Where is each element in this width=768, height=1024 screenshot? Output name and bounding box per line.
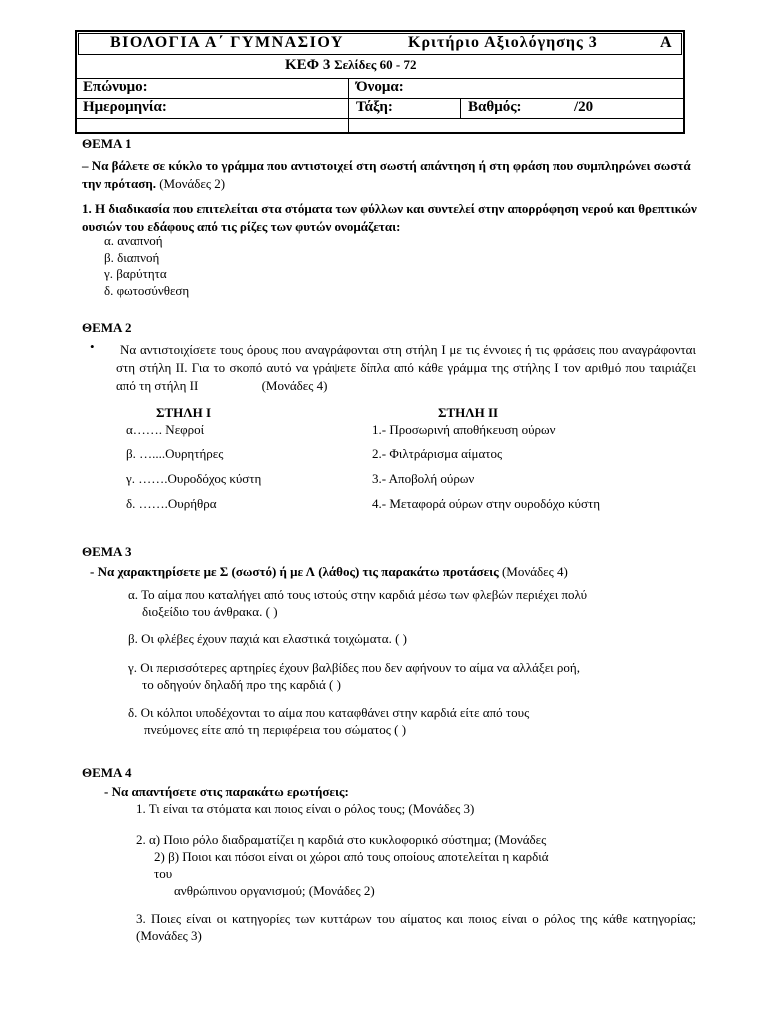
column-1-item: α……. Νεφροί — [126, 422, 205, 437]
option-a: α. αναπνοή — [104, 233, 163, 248]
theme4-question-3 — [136, 910, 696, 944]
theme3-instruction-text: - Να χαρακτηρίσετε με Σ (σωστό) ή με Λ (λάθος) τις παρακάτω προτάσεις — [90, 564, 499, 579]
statement-line: διοξείδιο του άνθρακα. ( ) — [142, 604, 278, 619]
surname-field-label: Επώνυμο: — [83, 79, 148, 95]
theme2-instruction-text: Να αντιστοιχίσετε τους όρους που αναγράφονται στη στήλη Ι με τις έννοιες ή τις φράσεις που αναγράφονται στη στήλη ΙΙ. Για το σκοπό αυτό να γράψετε δίπλα από κάθε γράμμα της στήλης Ι τον αριθμό που ταιριάζει από τη στήλη ΙΙ — [116, 342, 696, 393]
column-1-item: γ. …….Ουροδόχος κύστη — [126, 471, 262, 486]
theme1-instruction-marks: (Μονάδες 2) — [159, 176, 226, 191]
column-2-item: 3.- Αποβολή ούρων — [372, 471, 475, 486]
column-1-item: β. …....Ουρητήρες — [126, 446, 224, 461]
grade-field-label: Βαθμός: — [468, 99, 522, 115]
option-b: β. διαπνοή — [104, 249, 160, 265]
theme1-title: ΘΕΜΑ 1 — [82, 136, 132, 151]
chapter-line — [285, 57, 416, 74]
statement-d — [128, 704, 529, 738]
header-column-divider — [348, 78, 349, 134]
statement-b — [128, 631, 407, 647]
theme1-instruction-text: – Να βάλετε σε κύκλο το γράμμα που αντιστοιχεί στη σωστή απάντηση ή στη φράση που συμπληρώνει σωστά την πρόταση. — [82, 158, 691, 191]
option-c: γ. βαρύτητα — [104, 266, 167, 281]
question-line: ανθρώπινου οργανισμού; (Μονάδες 2) — [174, 883, 375, 898]
statement-line: β. Οι φλέβες έχουν παχιά και ελαστικά τοιχώματα. ( ) — [128, 631, 407, 646]
column-2-header: ΣΤΗΛΗ ΙΙ — [438, 405, 499, 420]
theme2-title: ΘΕΜΑ 2 — [82, 320, 132, 335]
theme2-instruction — [116, 341, 696, 395]
theme4-question-2 — [136, 831, 549, 899]
grade-max: /20 — [574, 99, 594, 115]
theme3-instruction — [90, 564, 568, 580]
statement-line: πνεύμονες είτε από τη περιφέρεια του σώματος ( ) — [144, 722, 407, 737]
test-title: Κριτήριο Αξιολόγησης 3 — [408, 34, 598, 51]
statement-a — [128, 586, 587, 620]
statement-line: το οδηγούν δηλαδή προ της καρδιά ( ) — [142, 677, 341, 692]
column-1-header: ΣΤΗΛΗ Ι — [156, 405, 212, 420]
subject-title: ΒΙΟΛΟΓΙΑ Α΄ ΓΥΜΝΑΣΙΟΥ — [110, 34, 344, 51]
theme3-instruction-marks: (Μονάδες 4) — [501, 564, 568, 579]
statement-line: δ. Οι κόλποι υποδέχονται το αίμα που καταφθάνει στην καρδιά είτε από τους — [128, 705, 530, 720]
column-2-item: 4.- Μεταφορά ούρων στην ουροδόχο κύστη — [372, 496, 601, 511]
name-field-label: Όνομα: — [356, 79, 404, 95]
question-3-text: 3. Ποιες είναι οι κατηγορίες των κυττάρων του αίματος και ποιος είναι ο ρόλος της κάθε κατηγορίας; (Μονάδες 3) — [136, 911, 696, 943]
question-line: του — [154, 866, 173, 881]
theme4-title: ΘΕΜΑ 4 — [82, 765, 132, 780]
theme3-title: ΘΕΜΑ 3 — [82, 544, 132, 559]
theme1-instruction — [82, 157, 702, 193]
theme2-bullet: • — [90, 339, 95, 354]
column-1-item: δ. …….Ουρήθρα — [126, 496, 217, 511]
theme1-options — [104, 233, 189, 299]
question-line: 2. α) Ποιο ρόλο διαδραματίζει η καρδιά στο κυκλοφορικό σύστημα; (Μονάδες — [136, 832, 547, 847]
statement-c — [128, 659, 580, 693]
pages-label: Σελίδες 60 - 72 — [334, 57, 417, 72]
statement-line: α. Το αίμα που καταλήγει από τους ιστούς στην καρδιά μέσω των φλεβών περιέχει πολύ — [128, 587, 588, 602]
theme4-question-1: 1. Τι είναι τα στόματα και ποιος είναι ο ρόλος τους; (Μονάδες 3) — [136, 801, 475, 816]
statement-line: γ. Οι περισσότερες αρτηρίες έχουν βαλβίδες που δεν αφήνουν το αίμα να αλλάξει ροή, — [128, 660, 580, 675]
column-2-item: 2.- Φιλτράρισμα αίματος — [372, 446, 503, 461]
theme4-instruction: - Να απαντήσετε στις παρακάτω ερωτήσεις: — [104, 784, 349, 799]
theme2-instruction-marks: (Μονάδες 4) — [261, 378, 328, 393]
header-column-divider — [460, 98, 461, 118]
option-d: δ. φωτοσύνθεση — [104, 282, 190, 298]
theme1-question: 1. Η διαδικασία που επιτελείται στα στόματα των φύλλων και συντελεί στην απορρόφηση νερού και θρεπτικών ουσιών του εδάφους από τις ρίζες των φυτών ονομάζεται: — [82, 201, 697, 234]
column-2-item: 1.- Προσωρινή αποθήκευση ούρων — [372, 422, 556, 437]
chapter-label: ΚΕΦ 3 — [285, 57, 331, 73]
question-line: 2) β) Ποιοι και πόσοι είναι οι χώροι από τους οποίους αποτελείται η καρδιά — [154, 849, 549, 864]
class-letter: Α — [660, 34, 672, 51]
class-field-label: Τάξη: — [356, 99, 393, 115]
date-field-label: Ημερομηνία: — [83, 99, 167, 115]
header-divider — [75, 118, 685, 119]
